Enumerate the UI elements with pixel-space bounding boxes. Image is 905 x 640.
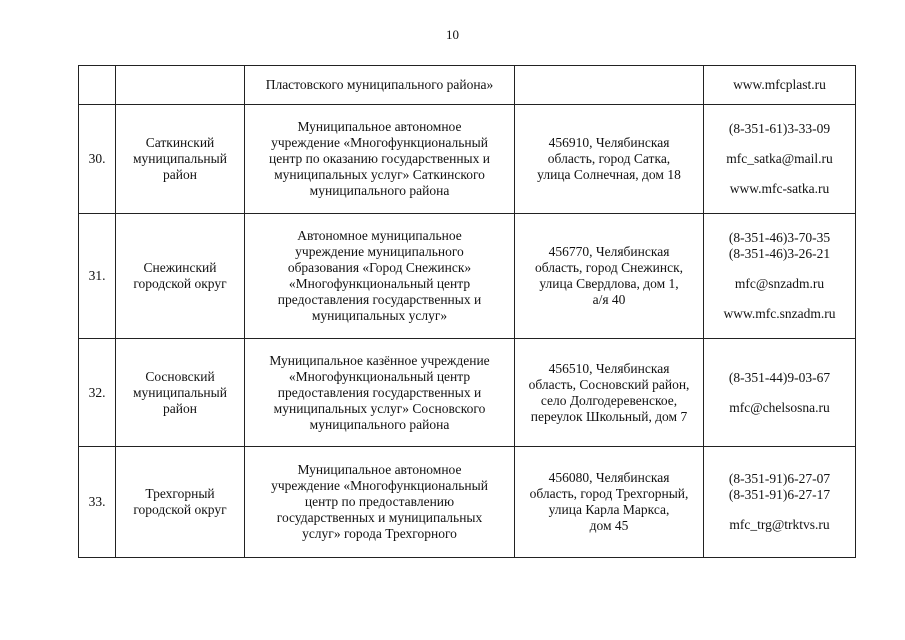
district-cell [116,447,245,558]
organization-cell [245,339,515,447]
district-line: Трехгорный [145,486,215,501]
district-line: Сосновский [145,368,215,384]
phone-number: (8-351-91)6-27-17 [728,487,831,502]
address-line: 456080, Челябинская [548,470,670,485]
district-cell [116,214,245,339]
address-cell [515,105,704,214]
mfc-registry-table [78,65,856,558]
spacer [708,386,851,400]
page-number: 10 [446,27,459,42]
district-cell [116,105,245,214]
phone-number: (8-351-91)6-27-07 [728,471,831,486]
district-line: район [163,400,197,416]
organization-line: учреждение «Многофункциональный [271,135,488,150]
organization-line: «Многофункциональный центр [288,368,471,384]
organization-cell [245,447,515,558]
address-line: область, город Сатка, [547,151,671,166]
organization-line: учреждение «Многофункциональный [271,478,488,493]
organization-line: Муниципальное автономное [297,119,462,134]
address-cell [515,447,704,558]
contacts-cell [704,214,856,339]
phone-number: (8-351-46)3-26-21 [728,246,831,261]
organization-line: Муниципальное автономное [297,462,462,477]
district-line: Саткинский [145,135,215,150]
address-line: область, город Снежинск, [534,260,684,275]
continuation-row [79,66,856,105]
district-line: муниципальный [133,384,227,400]
organization-line: муниципального района [309,416,450,432]
address-line: переулок Школьный, дом 7 [530,408,688,424]
district-cell [116,339,245,447]
table-row [79,447,856,558]
table-row [79,339,856,447]
website-link[interactable]: www.mfc.snzadm.ru [723,306,836,321]
phone-number: (8-351-61)3-33-09 [728,121,831,136]
organization-line: «Многофункциональный центр [288,276,471,291]
organization-line: центр по предоставлению [304,494,455,509]
address-line: улица Свердлова, дом 1, [539,276,679,291]
email-link[interactable]: mfc_satka@mail.ru [726,151,833,166]
organization-line: муниципальных услуг» [311,308,448,323]
contacts-cell [704,105,856,214]
spacer [708,292,851,306]
spacer [708,262,851,276]
address-line: область, Сосновский район, [528,376,690,392]
address-cell [515,339,704,447]
district-cell [116,66,245,105]
address-line: улица Солнечная, дом 18 [537,167,681,182]
organization-line: муниципальных услуг» Саткинского [274,167,485,182]
address-line: 456910, Челябинская [548,135,670,150]
row-number-cell: 33. [79,447,116,558]
website-link[interactable]: www.mfcplast.ru [704,66,856,105]
address-line: а/я 40 [592,292,626,307]
contacts-cell [704,339,856,447]
address-cell [515,66,704,105]
address-line: дом 45 [589,518,629,533]
email-link[interactable]: mfc@snzadm.ru [734,276,825,291]
organization-line: Автономное муниципальное [297,228,462,243]
address-cell [515,214,704,339]
address-line: село Долгодеревенское, [540,392,678,408]
website-link[interactable]: www.mfc-satka.ru [729,181,830,196]
address-line: 456510, Челябинская [548,360,670,376]
spacer [708,503,851,517]
district-line: район [163,167,197,182]
row-number-cell: 30. [79,105,116,214]
district-line: Снежинский [143,260,217,275]
organization-cell [245,214,515,339]
row-number-cell [79,66,116,105]
phone-number: (8-351-46)3-70-35 [728,230,831,245]
table-row [79,105,856,214]
organization-line: центр по оказанию государственных и [269,151,490,166]
district-line: муниципальный [133,151,227,166]
contacts-cell [704,447,856,558]
spacer [708,137,851,151]
organization-line: учреждение муниципального [295,244,464,259]
email-link[interactable]: mfc@chelsosna.ru [729,399,830,415]
organization-cell: Пластовского муниципального района» [245,66,515,105]
row-number-cell: 32. [79,339,116,447]
organization-line: государственных и муниципальных [276,510,483,525]
organization-line: услуг» города Трехгорного [302,526,457,541]
organization-cell [245,105,515,214]
phone-number: (8-351-44)9-03-67 [728,369,831,385]
organization-line: предоставления государственных и [277,292,482,307]
organization-line: Муниципальное казённое учреждение [269,352,490,368]
table-row [79,214,856,339]
organization-line: образования «Город Снежинск» [287,260,472,275]
address-line: область, город Трехгорный, [529,486,689,501]
organization-line: предоставления государственных и [277,384,482,400]
address-line: улица Карла Маркса, [548,502,670,517]
district-line: городской округ [133,502,227,517]
organization-line: муниципальных услуг» Сосновского [273,400,486,416]
spacer [708,167,851,181]
row-number-cell: 31. [79,214,116,339]
organization-line: муниципального района [309,183,450,198]
district-line: городской округ [133,276,227,291]
email-link[interactable]: mfc_trg@trktvs.ru [729,517,830,532]
address-line: 456770, Челябинская [548,244,670,259]
